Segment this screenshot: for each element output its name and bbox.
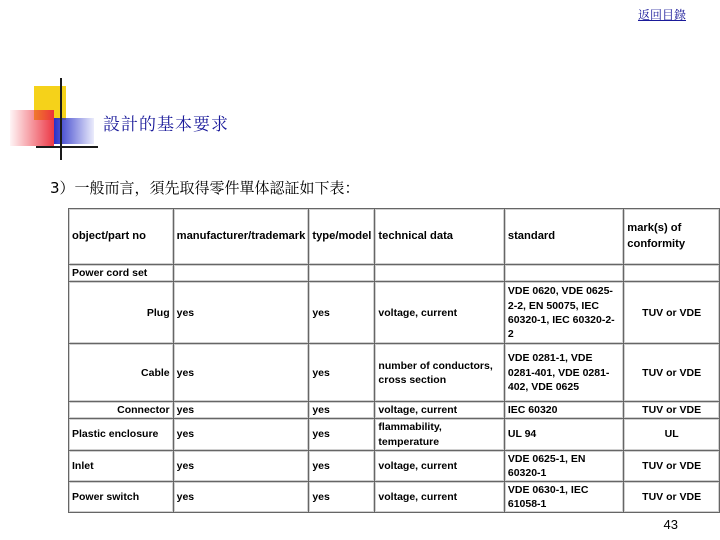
section-label: Power cord set: [69, 265, 174, 282]
cell-type: yes: [309, 419, 375, 450]
cell-mark: TUV or VDE: [624, 344, 720, 402]
cell-part: Connector: [69, 402, 174, 419]
cell-manufacturer: yes: [173, 344, 309, 402]
table-row: [69, 482, 720, 513]
cell-type: yes: [309, 344, 375, 402]
cell-part: Plastic enclosure: [69, 419, 174, 450]
decor-red-square: [10, 110, 54, 146]
cell-manufacturer: yes: [173, 402, 309, 419]
cell-part: Cable: [69, 344, 174, 402]
cell-mark: UL: [624, 419, 720, 450]
cell-part: Inlet: [69, 450, 174, 481]
cell-type: yes: [309, 282, 375, 344]
slide-title: 設計的基本要求: [103, 115, 229, 135]
header-type-model: type/model: [309, 209, 375, 265]
table-row: [69, 344, 720, 402]
cell-standard: VDE 0281-1, VDE 0281-401, VDE 0281-402, VDE 0625: [504, 344, 623, 402]
cell-mark: TUV or VDE: [624, 482, 720, 513]
decor-horizontal-line: [36, 146, 98, 148]
cell-technical: flammability, temperature: [375, 419, 504, 450]
cell-manufacturer: yes: [173, 450, 309, 481]
cell-type: yes: [309, 450, 375, 481]
cell-part: Power switch: [69, 482, 174, 513]
header-mark-conformity: mark(s) of conformity: [624, 209, 720, 265]
cell-technical: voltage, current: [375, 482, 504, 513]
cell-type: yes: [309, 402, 375, 419]
cell-standard: VDE 0620, VDE 0625-2-2, EN 50075, IEC 60320-1, IEC 60320-2-2: [504, 282, 623, 344]
page-number: 43: [663, 517, 678, 532]
cell-mark: TUV or VDE: [624, 402, 720, 419]
certification-table: [68, 208, 720, 513]
cell-standard: VDE 0630-1, IEC 61058-1: [504, 482, 623, 513]
intro-text: 3）一般而言，須先取得零件單体認証如下表：: [50, 179, 360, 197]
cell-standard: IEC 60320: [504, 402, 623, 419]
table-row: [69, 419, 720, 450]
cell-technical: voltage, current: [375, 282, 504, 344]
header-object-part: object/part no: [69, 209, 174, 265]
cell-type: yes: [309, 482, 375, 513]
cell-manufacturer: yes: [173, 482, 309, 513]
certification-table-wrapper: [68, 208, 720, 513]
table-row: [69, 282, 720, 344]
cell-technical: voltage, current: [375, 450, 504, 481]
cell-technical: number of conductors, cross section: [375, 344, 504, 402]
decorative-squares-logo: [0, 0, 110, 160]
header-manufacturer: manufacturer/trademark: [173, 209, 309, 265]
cell-standard: UL 94: [504, 419, 623, 450]
table-row: [69, 402, 720, 419]
header-technical-data: technical data: [375, 209, 504, 265]
cell-manufacturer: yes: [173, 419, 309, 450]
back-to-contents-link[interactable]: 返回目錄: [637, 8, 686, 22]
header-standard: standard: [504, 209, 623, 265]
cell-standard: VDE 0625-1, EN 60320-1: [504, 450, 623, 481]
section-row: [69, 265, 720, 282]
cell-manufacturer: yes: [173, 282, 309, 344]
cell-technical: voltage, current: [375, 402, 504, 419]
table-row: [69, 450, 720, 481]
table-header-row: [69, 209, 720, 265]
cell-mark: TUV or VDE: [624, 450, 720, 481]
cell-mark: TUV or VDE: [624, 282, 720, 344]
cell-part: Plug: [69, 282, 174, 344]
